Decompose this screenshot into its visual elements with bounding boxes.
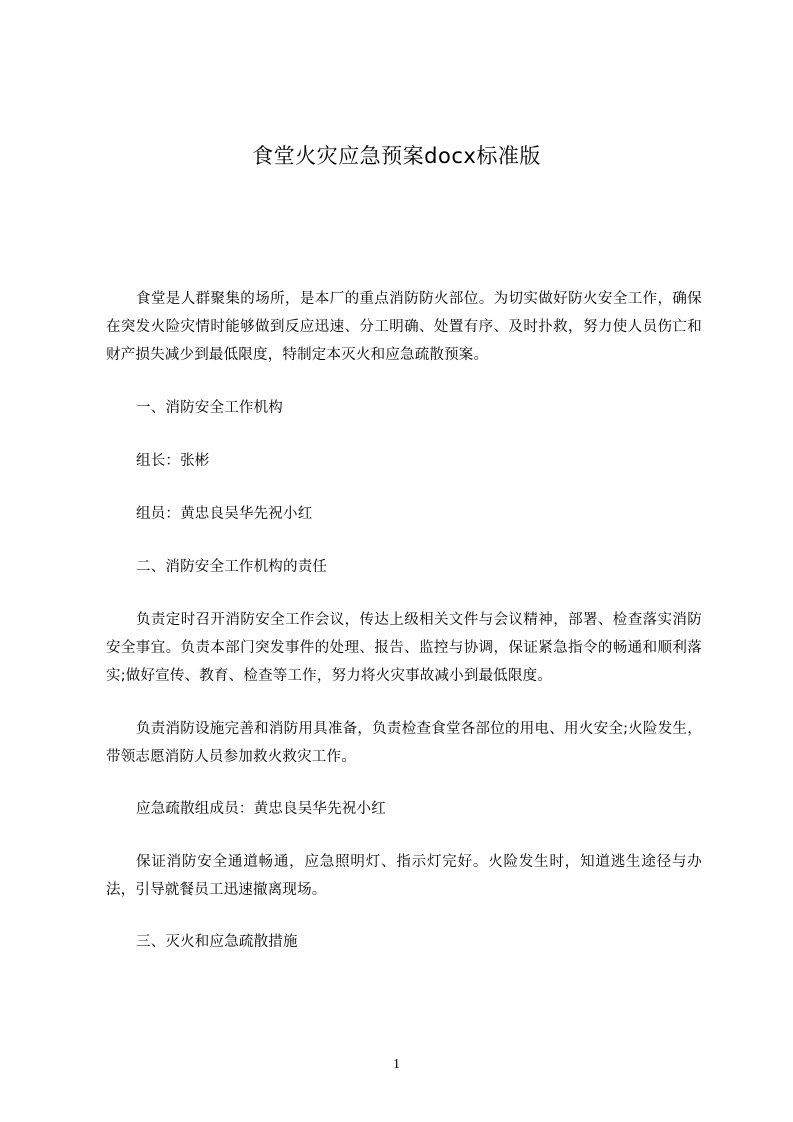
evacuation-paragraph: 保证消防安全通道畅通，应急照明灯、指示灯完好。火险发生时，知道逃生途径与办法，引导就餐员工迅速撤离现场。 [106,854,702,898]
evacuation-team-line: 应急疏散组成员：黄忠良吴华先祝小红 [136,801,386,817]
responsibility-paragraph-2: 负责消防设施完善和消防用具准备，负责检查食堂各部位的用电、用火安全;火险发生，带领志愿消防人员参加救火救灾工作。 [106,721,702,765]
section-heading-3: 三、灭火和应急疏散措施 [136,934,298,950]
responsibility-paragraph-1: 负责定时召开消防安全工作会议，传达上级相关文件与会议精神，部署、检查落实消防安全事宜。负责本部门突发事件的处理、报告、监控与协调，保证紧急指令的畅通和顺利落实;做好宣传、教育、检查等工作，努力将火灾事故减小到最低限度。 [106,612,702,684]
team-leader-line: 组长：张彬 [136,453,210,469]
section-heading-1: 一、消防安全工作机构 [136,400,283,416]
document-title: 食堂火灾应急预案docx标准版 [252,144,541,168]
team-members-line: 组员：黄忠良吴华先祝小红 [136,506,313,522]
page-number: 1 [393,1057,400,1072]
intro-paragraph: 食堂是人群聚集的场所，是本厂的重点消防防火部位。为切实做好防火安全工作，确保在突发火险灾情时能够做到反应迅速、分工明确、处置有序、及时扑救，努力使人员伤亡和财产损失减少到最低限度，特制定本灭火和应急疏散预案。 [106,291,702,363]
section-heading-2: 二、消防安全工作机构的责任 [136,559,328,575]
